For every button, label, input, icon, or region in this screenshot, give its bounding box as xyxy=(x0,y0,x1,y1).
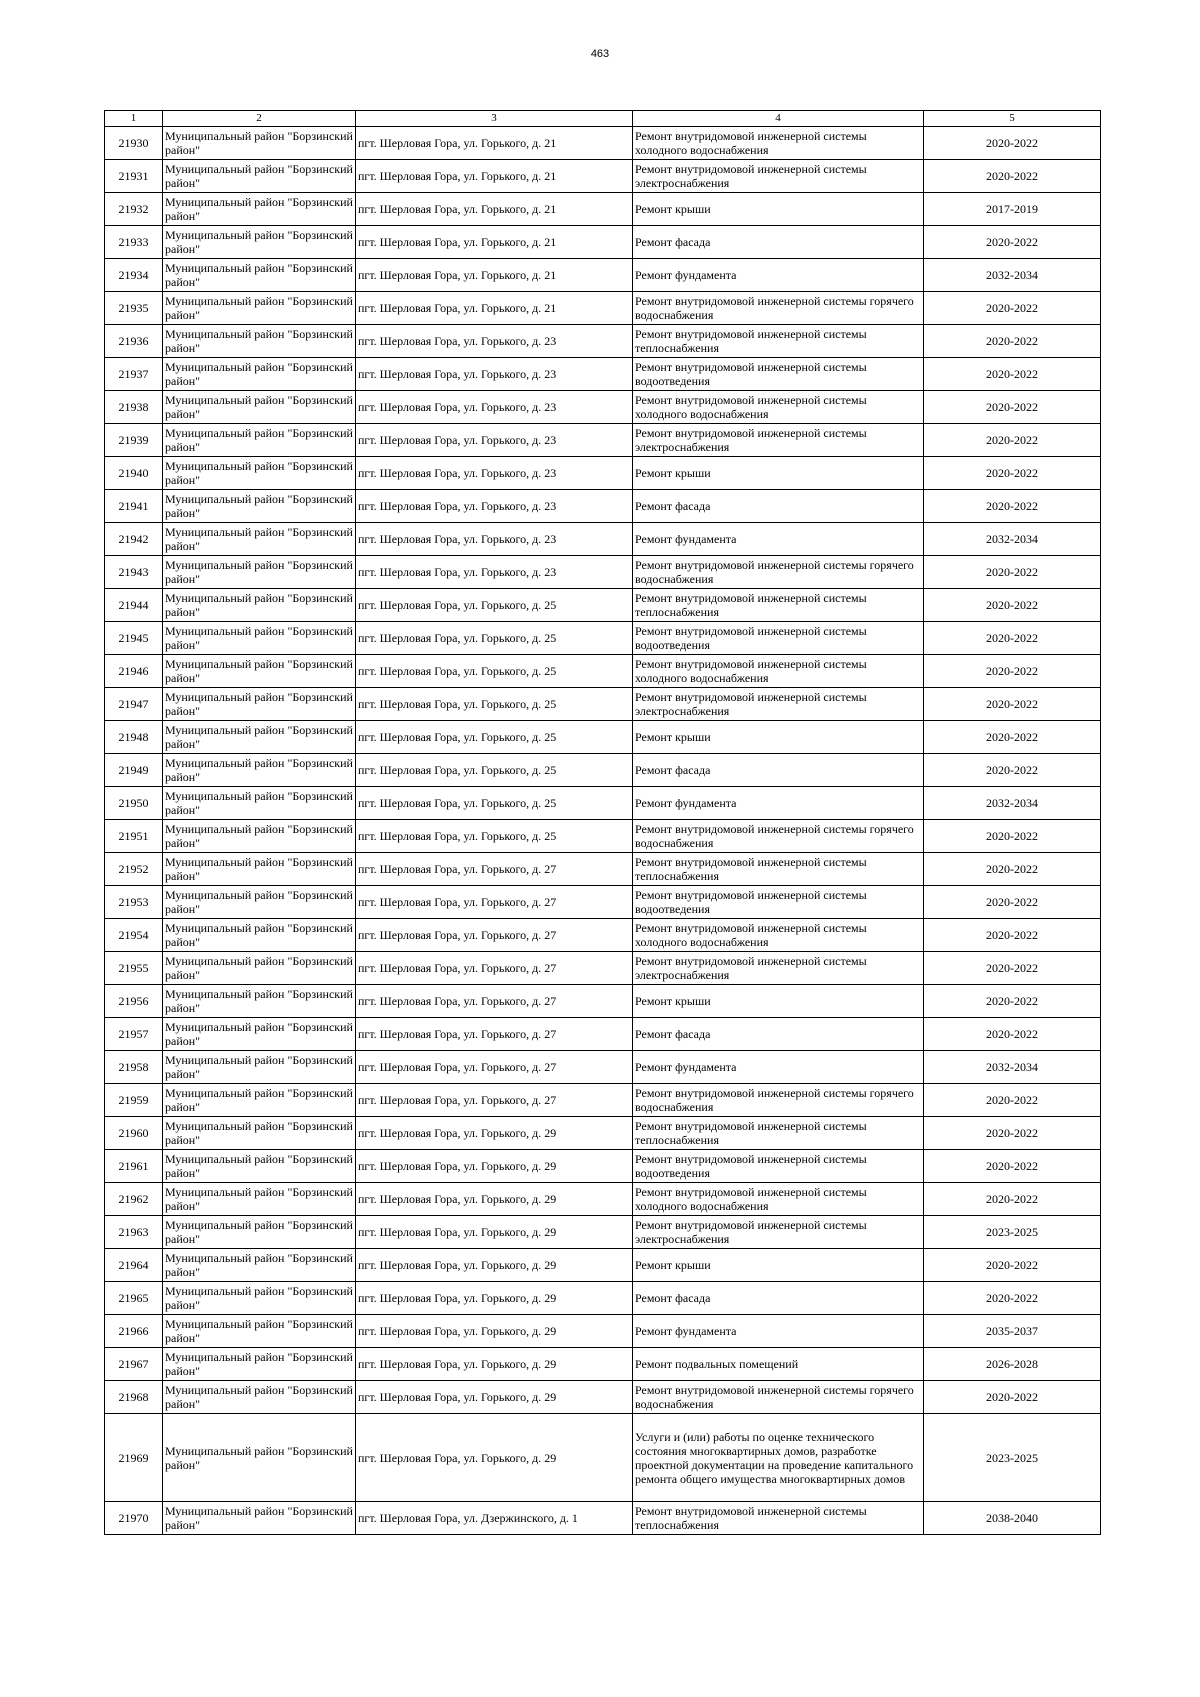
period-cell: 2020-2022 xyxy=(924,754,1101,787)
row-number: 21933 xyxy=(105,226,163,259)
municipality-cell: Муниципальный район "Борзинский район" xyxy=(163,589,356,622)
row-number: 21958 xyxy=(105,1051,163,1084)
address-cell: пгт. Шерловая Гора, ул. Горького, д. 25 xyxy=(356,721,633,754)
period-cell: 2020-2022 xyxy=(924,1183,1101,1216)
work-type-cell: Ремонт крыши xyxy=(633,985,924,1018)
work-type-cell: Ремонт внутридомовой инженерной системы горячего водоснабжения xyxy=(633,1381,924,1414)
table-row xyxy=(105,160,1101,193)
row-number: 21932 xyxy=(105,193,163,226)
table-row xyxy=(105,886,1101,919)
address-cell: пгт. Шерловая Гора, ул. Горького, д. 29 xyxy=(356,1282,633,1315)
address-cell: пгт. Шерловая Гора, ул. Горького, д. 25 xyxy=(356,688,633,721)
work-type-cell: Ремонт фасада xyxy=(633,754,924,787)
row-number: 21963 xyxy=(105,1216,163,1249)
address-cell: пгт. Шерловая Гора, ул. Горького, д. 25 xyxy=(356,787,633,820)
row-number: 21966 xyxy=(105,1315,163,1348)
period-cell: 2020-2022 xyxy=(924,589,1101,622)
work-type-cell: Ремонт крыши xyxy=(633,457,924,490)
work-type-cell: Ремонт внутридомовой инженерной системы теплоснабжения xyxy=(633,1502,924,1535)
address-cell: пгт. Шерловая Гора, ул. Горького, д. 25 xyxy=(356,820,633,853)
period-cell: 2020-2022 xyxy=(924,1381,1101,1414)
table-row xyxy=(105,688,1101,721)
municipality-cell: Муниципальный район "Борзинский район" xyxy=(163,292,356,325)
address-cell: пгт. Шерловая Гора, ул. Дзержинского, д. 1 xyxy=(356,1502,633,1535)
address-cell: пгт. Шерловая Гора, ул. Горького, д. 29 xyxy=(356,1348,633,1381)
row-number: 21938 xyxy=(105,391,163,424)
table-row xyxy=(105,820,1101,853)
header-col-1: 1 xyxy=(105,111,163,127)
work-type-cell: Ремонт фасада xyxy=(633,490,924,523)
municipality-cell: Муниципальный район "Борзинский район" xyxy=(163,358,356,391)
table-row xyxy=(105,358,1101,391)
period-cell: 2026-2028 xyxy=(924,1348,1101,1381)
municipality-cell: Муниципальный район "Борзинский район" xyxy=(163,1051,356,1084)
address-cell: пгт. Шерловая Гора, ул. Горького, д. 23 xyxy=(356,358,633,391)
work-type-cell: Ремонт фасада xyxy=(633,226,924,259)
table-row xyxy=(105,787,1101,820)
row-number: 21969 xyxy=(105,1414,163,1502)
period-cell: 2032-2034 xyxy=(924,259,1101,292)
address-cell: пгт. Шерловая Гора, ул. Горького, д. 25 xyxy=(356,622,633,655)
municipality-cell: Муниципальный район "Борзинский район" xyxy=(163,919,356,952)
table-row xyxy=(105,622,1101,655)
municipality-cell: Муниципальный район "Борзинский район" xyxy=(163,820,356,853)
period-cell: 2020-2022 xyxy=(924,886,1101,919)
work-type-cell: Ремонт внутридомовой инженерной системы электроснабжения xyxy=(633,952,924,985)
row-number: 21949 xyxy=(105,754,163,787)
table-row xyxy=(105,754,1101,787)
municipality-cell: Муниципальный район "Борзинский район" xyxy=(163,490,356,523)
row-number: 21935 xyxy=(105,292,163,325)
period-cell: 2020-2022 xyxy=(924,1249,1101,1282)
capital-repair-table xyxy=(104,110,1101,1535)
municipality-cell: Муниципальный район "Борзинский район" xyxy=(163,1348,356,1381)
municipality-cell: Муниципальный район "Борзинский район" xyxy=(163,259,356,292)
row-number: 21961 xyxy=(105,1150,163,1183)
row-number: 21960 xyxy=(105,1117,163,1150)
row-number: 21964 xyxy=(105,1249,163,1282)
row-number: 21968 xyxy=(105,1381,163,1414)
period-cell: 2023-2025 xyxy=(924,1216,1101,1249)
municipality-cell: Муниципальный район "Борзинский район" xyxy=(163,787,356,820)
period-cell: 2020-2022 xyxy=(924,325,1101,358)
row-number: 21934 xyxy=(105,259,163,292)
address-cell: пгт. Шерловая Гора, ул. Горького, д. 29 xyxy=(356,1249,633,1282)
municipality-cell: Муниципальный район "Борзинский район" xyxy=(163,556,356,589)
address-cell: пгт. Шерловая Гора, ул. Горького, д. 21 xyxy=(356,259,633,292)
municipality-cell: Муниципальный район "Борзинский район" xyxy=(163,622,356,655)
municipality-cell: Муниципальный район "Борзинский район" xyxy=(163,127,356,160)
period-cell: 2020-2022 xyxy=(924,622,1101,655)
work-type-cell: Ремонт внутридомовой инженерной системы горячего водоснабжения xyxy=(633,556,924,589)
row-number: 21962 xyxy=(105,1183,163,1216)
municipality-cell: Муниципальный район "Борзинский район" xyxy=(163,1117,356,1150)
row-number: 21953 xyxy=(105,886,163,919)
municipality-cell: Муниципальный район "Борзинский район" xyxy=(163,226,356,259)
address-cell: пгт. Шерловая Гора, ул. Горького, д. 27 xyxy=(356,886,633,919)
address-cell: пгт. Шерловая Гора, ул. Горького, д. 25 xyxy=(356,655,633,688)
address-cell: пгт. Шерловая Гора, ул. Горького, д. 27 xyxy=(356,853,633,886)
header-col-2: 2 xyxy=(163,111,356,127)
table-row xyxy=(105,1183,1101,1216)
table-row xyxy=(105,1051,1101,1084)
table-row xyxy=(105,457,1101,490)
table-row xyxy=(105,1249,1101,1282)
address-cell: пгт. Шерловая Гора, ул. Горького, д. 27 xyxy=(356,952,633,985)
work-type-cell: Ремонт подвальных помещений xyxy=(633,1348,924,1381)
address-cell: пгт. Шерловая Гора, ул. Горького, д. 27 xyxy=(356,985,633,1018)
table-row xyxy=(105,325,1101,358)
table-row xyxy=(105,1150,1101,1183)
address-cell: пгт. Шерловая Гора, ул. Горького, д. 23 xyxy=(356,325,633,358)
address-cell: пгт. Шерловая Гора, ул. Горького, д. 21 xyxy=(356,160,633,193)
table-row xyxy=(105,259,1101,292)
row-number: 21944 xyxy=(105,589,163,622)
municipality-cell: Муниципальный район "Борзинский район" xyxy=(163,160,356,193)
address-cell: пгт. Шерловая Гора, ул. Горького, д. 23 xyxy=(356,391,633,424)
work-type-cell: Ремонт внутридомовой инженерной системы теплоснабжения xyxy=(633,853,924,886)
work-type-cell: Ремонт внутридомовой инженерной системы электроснабжения xyxy=(633,160,924,193)
address-cell: пгт. Шерловая Гора, ул. Горького, д. 21 xyxy=(356,292,633,325)
address-cell: пгт. Шерловая Гора, ул. Горького, д. 29 xyxy=(356,1414,633,1502)
period-cell: 2020-2022 xyxy=(924,853,1101,886)
table-row xyxy=(105,391,1101,424)
table-row xyxy=(105,1084,1101,1117)
address-cell: пгт. Шерловая Гора, ул. Горького, д. 29 xyxy=(356,1150,633,1183)
municipality-cell: Муниципальный район "Борзинский район" xyxy=(163,1414,356,1502)
table-row xyxy=(105,226,1101,259)
table-row xyxy=(105,853,1101,886)
work-type-cell: Ремонт внутридомовой инженерной системы горячего водоснабжения xyxy=(633,1084,924,1117)
row-number: 21943 xyxy=(105,556,163,589)
address-cell: пгт. Шерловая Гора, ул. Горького, д. 25 xyxy=(356,589,633,622)
period-cell: 2020-2022 xyxy=(924,490,1101,523)
municipality-cell: Муниципальный район "Борзинский район" xyxy=(163,1216,356,1249)
municipality-cell: Муниципальный район "Борзинский район" xyxy=(163,457,356,490)
municipality-cell: Муниципальный район "Борзинский район" xyxy=(163,1183,356,1216)
work-type-cell: Ремонт внутридомовой инженерной системы водоотведения xyxy=(633,886,924,919)
address-cell: пгт. Шерловая Гора, ул. Горького, д. 21 xyxy=(356,193,633,226)
table-row xyxy=(105,655,1101,688)
address-cell: пгт. Шерловая Гора, ул. Горького, д. 27 xyxy=(356,919,633,952)
row-number: 21947 xyxy=(105,688,163,721)
row-number: 21950 xyxy=(105,787,163,820)
work-type-cell: Ремонт внутридомовой инженерной системы холодного водоснабжения xyxy=(633,919,924,952)
period-cell: 2020-2022 xyxy=(924,919,1101,952)
address-cell: пгт. Шерловая Гора, ул. Горького, д. 21 xyxy=(356,226,633,259)
table-row xyxy=(105,1018,1101,1051)
table-row xyxy=(105,952,1101,985)
work-type-cell: Ремонт внутридомовой инженерной системы холодного водоснабжения xyxy=(633,127,924,160)
municipality-cell: Муниципальный район "Борзинский район" xyxy=(163,655,356,688)
header-col-3: 3 xyxy=(356,111,633,127)
period-cell: 2020-2022 xyxy=(924,985,1101,1018)
row-number: 21942 xyxy=(105,523,163,556)
work-type-cell: Ремонт внутридомовой инженерной системы теплоснабжения xyxy=(633,589,924,622)
table-row xyxy=(105,919,1101,952)
work-type-cell: Ремонт крыши xyxy=(633,193,924,226)
table-row xyxy=(105,721,1101,754)
work-type-cell: Ремонт фундамента xyxy=(633,523,924,556)
period-cell: 2020-2022 xyxy=(924,1084,1101,1117)
address-cell: пгт. Шерловая Гора, ул. Горького, д. 23 xyxy=(356,424,633,457)
period-cell: 2020-2022 xyxy=(924,424,1101,457)
work-type-cell: Ремонт внутридомовой инженерной системы водоотведения xyxy=(633,1150,924,1183)
address-cell: пгт. Шерловая Гора, ул. Горького, д. 27 xyxy=(356,1051,633,1084)
municipality-cell: Муниципальный район "Борзинский район" xyxy=(163,1282,356,1315)
work-type-cell: Ремонт крыши xyxy=(633,721,924,754)
period-cell: 2020-2022 xyxy=(924,556,1101,589)
row-number: 21941 xyxy=(105,490,163,523)
work-type-cell: Ремонт внутридомовой инженерной системы холодного водоснабжения xyxy=(633,391,924,424)
address-cell: пгт. Шерловая Гора, ул. Горького, д. 23 xyxy=(356,556,633,589)
page-number: 463 xyxy=(590,48,610,60)
address-cell: пгт. Шерловая Гора, ул. Горького, д. 21 xyxy=(356,127,633,160)
municipality-cell: Муниципальный район "Борзинский район" xyxy=(163,985,356,1018)
address-cell: пгт. Шерловая Гора, ул. Горького, д. 27 xyxy=(356,1084,633,1117)
period-cell: 2017-2019 xyxy=(924,193,1101,226)
row-number: 21937 xyxy=(105,358,163,391)
row-number: 21959 xyxy=(105,1084,163,1117)
address-cell: пгт. Шерловая Гора, ул. Горького, д. 29 xyxy=(356,1315,633,1348)
row-number: 21967 xyxy=(105,1348,163,1381)
work-type-cell: Ремонт фундамента xyxy=(633,259,924,292)
work-type-cell: Ремонт внутридомовой инженерной системы горячего водоснабжения xyxy=(633,292,924,325)
work-type-cell: Ремонт внутридомовой инженерной системы электроснабжения xyxy=(633,1216,924,1249)
work-type-cell: Ремонт фасада xyxy=(633,1018,924,1051)
work-type-cell: Услуги и (или) работы по оценке технического состояния многоквартирных домов, разработке проектной документации на проведение капитального ремонта общего имущества многоквартирных домов xyxy=(633,1414,924,1502)
period-cell: 2038-2040 xyxy=(924,1502,1101,1535)
row-number: 21946 xyxy=(105,655,163,688)
address-cell: пгт. Шерловая Гора, ул. Горького, д. 29 xyxy=(356,1216,633,1249)
table-row xyxy=(105,1414,1101,1502)
period-cell: 2035-2037 xyxy=(924,1315,1101,1348)
work-type-cell: Ремонт крыши xyxy=(633,1249,924,1282)
period-cell: 2020-2022 xyxy=(924,1150,1101,1183)
row-number: 21952 xyxy=(105,853,163,886)
row-number: 21955 xyxy=(105,952,163,985)
address-cell: пгт. Шерловая Гора, ул. Горького, д. 29 xyxy=(356,1183,633,1216)
work-type-cell: Ремонт внутридомовой инженерной системы холодного водоснабжения xyxy=(633,655,924,688)
address-cell: пгт. Шерловая Гора, ул. Горького, д. 29 xyxy=(356,1381,633,1414)
municipality-cell: Муниципальный район "Борзинский район" xyxy=(163,688,356,721)
table-body xyxy=(105,127,1101,1535)
work-type-cell: Ремонт внутридомовой инженерной системы водоотведения xyxy=(633,358,924,391)
period-cell: 2032-2034 xyxy=(924,1051,1101,1084)
work-type-cell: Ремонт фундамента xyxy=(633,787,924,820)
municipality-cell: Муниципальный район "Борзинский район" xyxy=(163,1381,356,1414)
work-type-cell: Ремонт внутридомовой инженерной системы теплоснабжения xyxy=(633,325,924,358)
municipality-cell: Муниципальный район "Борзинский район" xyxy=(163,754,356,787)
table-row xyxy=(105,127,1101,160)
municipality-cell: Муниципальный район "Борзинский район" xyxy=(163,1150,356,1183)
municipality-cell: Муниципальный район "Борзинский район" xyxy=(163,424,356,457)
period-cell: 2020-2022 xyxy=(924,1117,1101,1150)
table-row xyxy=(105,490,1101,523)
address-cell: пгт. Шерловая Гора, ул. Горького, д. 23 xyxy=(356,523,633,556)
header-row xyxy=(105,111,1101,127)
municipality-cell: Муниципальный район "Борзинский район" xyxy=(163,1502,356,1535)
work-type-cell: Ремонт внутридомовой инженерной системы электроснабжения xyxy=(633,424,924,457)
municipality-cell: Муниципальный район "Борзинский район" xyxy=(163,193,356,226)
row-number: 21945 xyxy=(105,622,163,655)
table-row xyxy=(105,1216,1101,1249)
row-number: 21965 xyxy=(105,1282,163,1315)
row-number: 21936 xyxy=(105,325,163,358)
row-number: 21939 xyxy=(105,424,163,457)
period-cell: 2020-2022 xyxy=(924,457,1101,490)
header-col-4: 4 xyxy=(633,111,924,127)
address-cell: пгт. Шерловая Гора, ул. Горького, д. 29 xyxy=(356,1117,633,1150)
address-cell: пгт. Шерловая Гора, ул. Горького, д. 23 xyxy=(356,457,633,490)
period-cell: 2020-2022 xyxy=(924,1282,1101,1315)
table-row xyxy=(105,589,1101,622)
work-type-cell: Ремонт внутридомовой инженерной системы горячего водоснабжения xyxy=(633,820,924,853)
period-cell: 2020-2022 xyxy=(924,358,1101,391)
table-row xyxy=(105,193,1101,226)
work-type-cell: Ремонт внутридомовой инженерной системы холодного водоснабжения xyxy=(633,1183,924,1216)
period-cell: 2020-2022 xyxy=(924,721,1101,754)
municipality-cell: Муниципальный район "Борзинский район" xyxy=(163,853,356,886)
table-row xyxy=(105,985,1101,1018)
work-type-cell: Ремонт фасада xyxy=(633,1282,924,1315)
work-type-cell: Ремонт фундамента xyxy=(633,1051,924,1084)
work-type-cell: Ремонт внутридомовой инженерной системы теплоснабжения xyxy=(633,1117,924,1150)
row-number: 21954 xyxy=(105,919,163,952)
work-type-cell: Ремонт внутридомовой инженерной системы электроснабжения xyxy=(633,688,924,721)
period-cell: 2020-2022 xyxy=(924,688,1101,721)
period-cell: 2023-2025 xyxy=(924,1414,1101,1502)
municipality-cell: Муниципальный район "Борзинский район" xyxy=(163,1315,356,1348)
period-cell: 2020-2022 xyxy=(924,952,1101,985)
period-cell: 2020-2022 xyxy=(924,820,1101,853)
period-cell: 2020-2022 xyxy=(924,292,1101,325)
row-number: 21970 xyxy=(105,1502,163,1535)
table-row xyxy=(105,523,1101,556)
table-row xyxy=(105,1315,1101,1348)
row-number: 21940 xyxy=(105,457,163,490)
period-cell: 2032-2034 xyxy=(924,787,1101,820)
table-row xyxy=(105,1348,1101,1381)
municipality-cell: Муниципальный район "Борзинский район" xyxy=(163,391,356,424)
row-number: 21956 xyxy=(105,985,163,1018)
header-col-5: 5 xyxy=(924,111,1101,127)
municipality-cell: Муниципальный район "Борзинский район" xyxy=(163,886,356,919)
table-row xyxy=(105,556,1101,589)
table-row xyxy=(105,1381,1101,1414)
period-cell: 2020-2022 xyxy=(924,226,1101,259)
municipality-cell: Муниципальный район "Борзинский район" xyxy=(163,1018,356,1051)
address-cell: пгт. Шерловая Гора, ул. Горького, д. 27 xyxy=(356,1018,633,1051)
row-number: 21951 xyxy=(105,820,163,853)
municipality-cell: Муниципальный район "Борзинский район" xyxy=(163,1084,356,1117)
row-number: 21957 xyxy=(105,1018,163,1051)
address-cell: пгт. Шерловая Гора, ул. Горького, д. 23 xyxy=(356,490,633,523)
municipality-cell: Муниципальный район "Борзинский район" xyxy=(163,721,356,754)
municipality-cell: Муниципальный район "Борзинский район" xyxy=(163,325,356,358)
municipality-cell: Муниципальный район "Борзинский район" xyxy=(163,523,356,556)
table-row xyxy=(105,424,1101,457)
row-number: 21948 xyxy=(105,721,163,754)
table-row xyxy=(105,1282,1101,1315)
work-type-cell: Ремонт фундамента xyxy=(633,1315,924,1348)
address-cell: пгт. Шерловая Гора, ул. Горького, д. 25 xyxy=(356,754,633,787)
period-cell: 2020-2022 xyxy=(924,655,1101,688)
period-cell: 2020-2022 xyxy=(924,127,1101,160)
table-row xyxy=(105,1502,1101,1535)
period-cell: 2020-2022 xyxy=(924,160,1101,193)
period-cell: 2020-2022 xyxy=(924,1018,1101,1051)
municipality-cell: Муниципальный район "Борзинский район" xyxy=(163,952,356,985)
period-cell: 2032-2034 xyxy=(924,523,1101,556)
row-number: 21931 xyxy=(105,160,163,193)
period-cell: 2020-2022 xyxy=(924,391,1101,424)
table-row xyxy=(105,1117,1101,1150)
table-row xyxy=(105,292,1101,325)
row-number: 21930 xyxy=(105,127,163,160)
municipality-cell: Муниципальный район "Борзинский район" xyxy=(163,1249,356,1282)
work-type-cell: Ремонт внутридомовой инженерной системы водоотведения xyxy=(633,622,924,655)
